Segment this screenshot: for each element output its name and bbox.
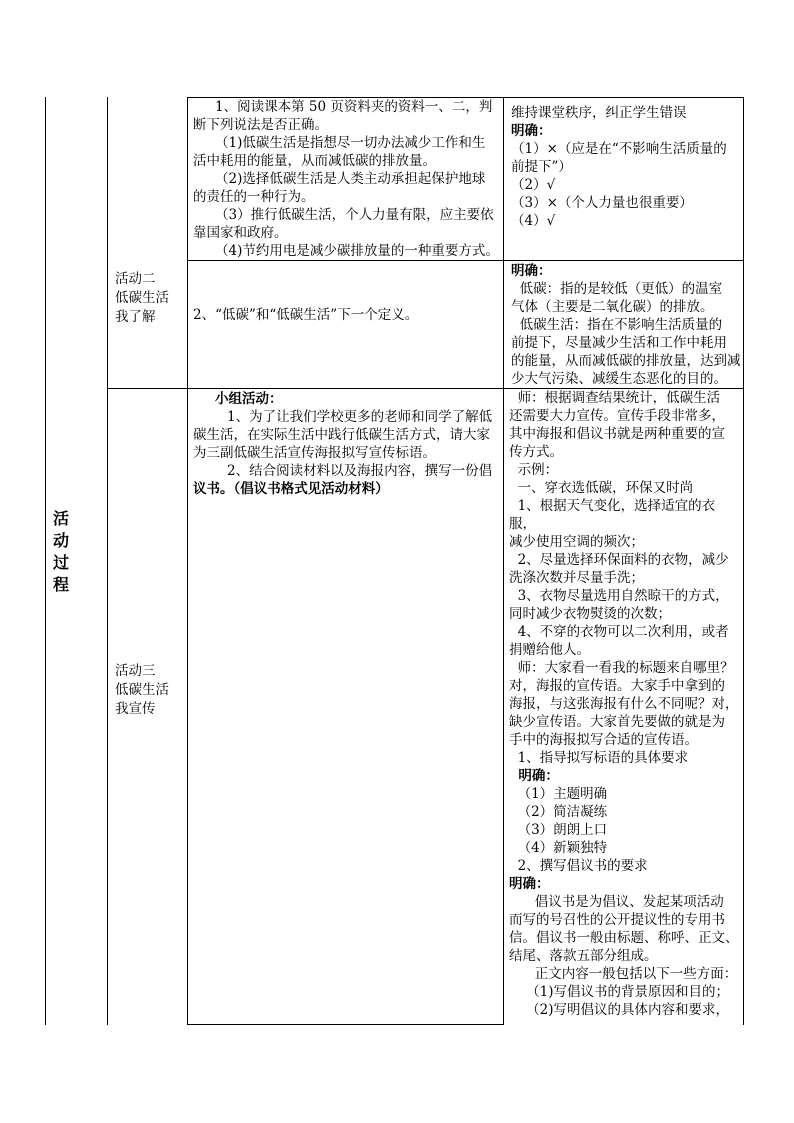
text-line: 减少使用空调的频次； [509, 534, 644, 550]
text-line: （1)低碳生活是指想尽一切办法减少工作和生 [215, 135, 486, 151]
text-line: 示例： [509, 462, 559, 478]
text-line: 3、衣物尽量选用自然晾干的方式， [509, 588, 729, 604]
text-line: 前提下”） [511, 159, 572, 175]
table-border-right [743, 97, 744, 1025]
text-line: 缺少宣传语。大家首先要做的就是为 [509, 714, 725, 730]
text-line: 小组活动： [215, 391, 283, 407]
activity3-label-line: 我宣传 [115, 701, 156, 717]
text-line: 同时减少衣物熨烫的次数； [509, 606, 671, 622]
text-line: （1）主题明确 [509, 786, 608, 802]
text-line: （2）√ [511, 177, 556, 193]
activity2-label-line: 活动二 [115, 271, 156, 287]
text-line: （2）简洁凝练 [509, 804, 608, 820]
text-line: 而写的号召性的公开提议性的专用书 [509, 912, 725, 928]
text-line: 洗涤次数并尽量手洗； [509, 570, 644, 586]
text-line: （3）推行低碳生活，个人力量有限，应主要依 [215, 207, 494, 223]
activity2-label-line: 低碳生活 [115, 290, 169, 306]
activity3-teacher [509, 389, 742, 1019]
text-line: 1、指导拟写标语的具体要求 [509, 750, 689, 766]
text-line: （3）朗朗上口 [509, 822, 608, 838]
text-line: （4）√ [511, 213, 556, 229]
text-line: 信。倡议书一般由标题、称呼、正文、 [509, 930, 739, 946]
text-line: 的能量，从而减低碳的排放量，达到减 [511, 353, 741, 369]
text-line: 低碳生活：指在不影响生活质量的 [511, 317, 723, 333]
text-line: 1、为了让我们学校更多的老师和同学了解低 [227, 409, 493, 425]
text-line: 捐赠给他人。 [509, 642, 590, 658]
activity2-task2 [193, 306, 503, 324]
text-line: 2、撰写倡议书的要求 [509, 858, 648, 874]
table-border-bottom [187, 1024, 504, 1025]
activity3-label-line: 活动三 [115, 663, 156, 679]
text-line: （4）新颖独特 [509, 840, 608, 856]
text-line: 气体（主要是二氧化碳）的排放。 [511, 299, 714, 315]
activity2-task1 [193, 98, 503, 260]
activity3-student-task [193, 390, 503, 498]
text-line: 2、“低碳”和“低碳生活”下一个定义。 [193, 307, 419, 323]
activity2-teacher1 [511, 104, 741, 230]
text-line: 传方式。 [509, 444, 563, 460]
text-line: 2、尽量选择环保面料的衣物，减少 [509, 552, 729, 568]
text-line: （4)节约用电是减少碳排放量的一种重要方式。 [215, 243, 499, 259]
text-line: 的责任的一种行为。 [193, 189, 315, 205]
activity3-label [115, 662, 185, 719]
text-line: 靠国家和政府。 [193, 225, 288, 241]
text-line: 其中海报和倡议书就是两种重要的宣 [509, 426, 725, 442]
section-title-char: 程 [52, 575, 69, 594]
text-line: 断下列说法是否正确。 [193, 117, 328, 133]
table-divider-col3 [503, 97, 504, 1025]
text-line: 一、穿衣选低碳，环保又时尚 [509, 480, 694, 496]
text-line: （2)写明倡议的具体内容和要求， [509, 1002, 730, 1018]
text-line: 为三副低碳生活宣传海报拟写宣传标语。 [193, 445, 436, 461]
table-divider-col1 [107, 97, 108, 1025]
text-line: 还需要大力宣传。宣传手段非常多， [509, 408, 725, 424]
text-line: 结尾、落款五部分组成。 [509, 948, 658, 964]
text-line: 师：根据调查结果统计，低碳生活 [509, 390, 721, 406]
text-line: 明确： [509, 768, 559, 784]
text-line: 议书。（倡议书格式见活动材料） [193, 481, 389, 497]
section-title-activity-process [46, 508, 76, 596]
text-line: （1)写倡议书的背景原因和目的； [509, 984, 730, 1000]
text-line: 师：大家看一看我的标题来自哪里？ [509, 660, 734, 676]
text-line: 少大气污染、减缓生态恶化的目的。 [511, 371, 727, 387]
text-line: （3）×（个人力量也很重要） [511, 195, 693, 211]
text-line: 手中的海报拟写合适的宣传语。 [509, 732, 698, 748]
activity2-label [115, 270, 185, 327]
text-line: 明确： [511, 263, 552, 279]
text-line: 前提下，尽量减少生活和工作中耗用 [511, 335, 727, 351]
text-line: 维持课堂秩序，纠正学生错误 [511, 105, 687, 121]
section-title-char: 活 [52, 509, 69, 528]
text-line: 低碳：指的是较低（更低）的温室 [511, 281, 723, 297]
section-title-char: 动 [52, 531, 69, 550]
text-line: 1、根据天气变化，选择适宜的衣服， [509, 498, 716, 532]
text-line: （2)选择低碳生活是人类主动承担起保护地球 [215, 171, 486, 187]
text-line: 倡议书是为倡议、发起某项活动 [509, 894, 724, 910]
text-line: 1、阅读课本第 50 页资料夹的资料一、二，判 [215, 99, 493, 115]
activity3-label-line: 低碳生活 [115, 682, 169, 698]
text-line: 4、不穿的衣物可以二次利用，或者 [509, 624, 729, 640]
text-line: 海报，与这张海报有什么不同呢？对， [509, 696, 739, 712]
activity2-label-line: 我了解 [115, 309, 156, 325]
text-line: 明确： [511, 123, 552, 139]
text-line: 明确： [509, 876, 550, 892]
text-line: 正文内容一般包括以下一些方面： [509, 966, 738, 982]
activity2-teacher2 [511, 262, 741, 388]
text-line: 2、结合阅读材料以及海报内容，撰写一份倡 [227, 463, 493, 479]
text-line: 碳生活，在实际生活中践行低碳生活方式，请大家 [193, 427, 490, 443]
row-divider-task1 [187, 260, 744, 261]
text-line: 对，海报的宣传语。大家手中拿到的 [509, 678, 725, 694]
text-line: （1）×（应是在“不影响生活质量的 [511, 141, 727, 157]
section-title-char: 过 [52, 553, 69, 572]
table-divider-col2 [187, 97, 188, 1025]
text-line: 活中耗用的能量，从而减低碳的排放量。 [193, 153, 436, 169]
